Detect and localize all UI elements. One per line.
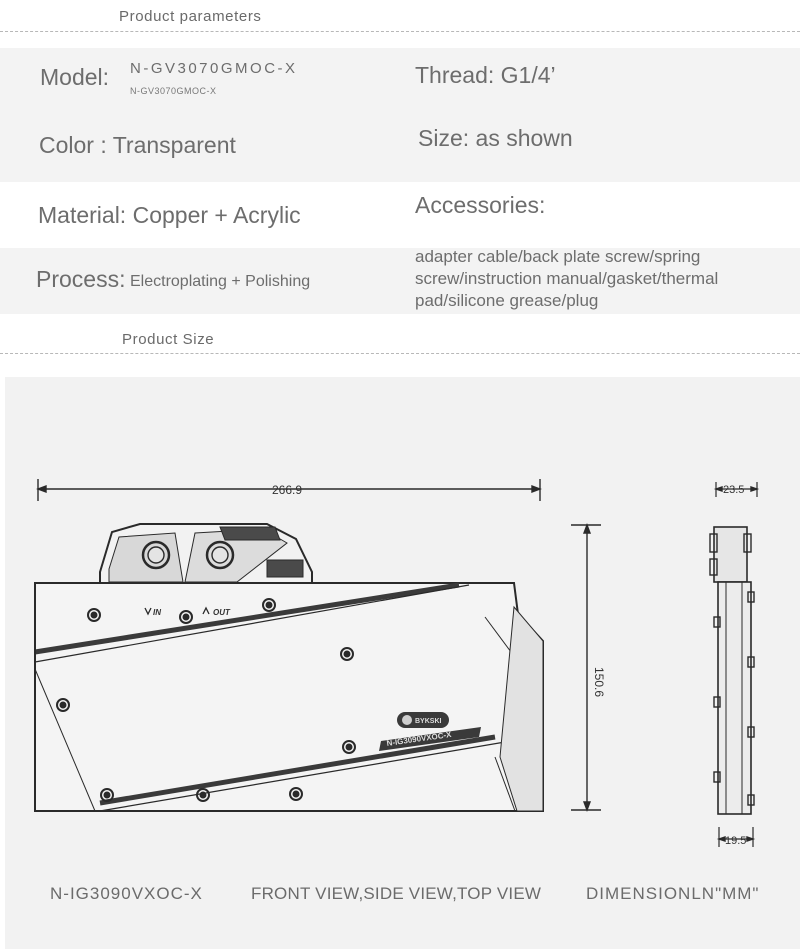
divider: [0, 353, 800, 354]
technical-drawing: [5, 377, 800, 949]
side-view: [710, 482, 757, 847]
side-bottom-dim-label: 19.5: [725, 835, 747, 847]
terminal-block: [100, 524, 312, 583]
caption-views: FRONT VIEW,SIDE VIEW,TOP VIEW: [251, 884, 542, 903]
caption-unit: DIMENSIONLN"MM": [586, 884, 760, 903]
caption-model: N-IG3090VXOC-X: [50, 884, 203, 903]
process-value: Electroplating + Polishing: [130, 273, 311, 290]
color-value: Color : Transparent: [39, 132, 236, 158]
height-dim-label: 150.6: [592, 667, 606, 698]
side-top-dim-label: 23.5: [723, 484, 745, 496]
model-value-small: N-GV3070GMOC-X: [130, 86, 217, 96]
accessories-list: adapter cable/back plate screw/spring screw/instruction manual/gasket/thermal pad/silicone grease/plug: [415, 247, 719, 310]
divider: [0, 31, 800, 32]
model-value: N-GV3070GMOC-X: [130, 60, 298, 77]
size-heading: [0, 322, 800, 362]
nameplate-text: N-IG3090VXOC-X: [386, 729, 453, 748]
port-in-label: IN: [153, 608, 161, 617]
material-value: Material: Copper + Acrylic: [38, 202, 301, 228]
thread-value: Thread: G1/4’: [415, 62, 556, 88]
process-label: Process:: [36, 266, 126, 292]
params-row-1: [0, 48, 800, 115]
width-dim-label: 266.9: [272, 483, 303, 497]
logo-text: BYKSKI: [415, 718, 442, 725]
parameters-heading: [0, 0, 800, 40]
port-out-label: OUT: [213, 608, 230, 617]
drawing-svg: [5, 377, 800, 949]
main-block: [35, 583, 543, 811]
parameters-title: Product parameters: [119, 8, 262, 25]
size-title: Product Size: [122, 331, 215, 348]
model-label: Model:: [40, 64, 110, 90]
accessories-label: Accessories:: [415, 192, 546, 218]
size-value: Size: as shown: [418, 125, 573, 151]
